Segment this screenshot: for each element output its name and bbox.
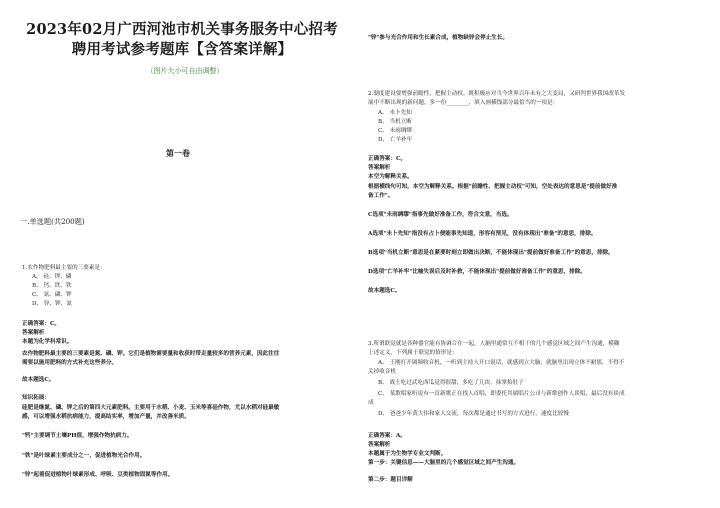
- answer-3-step-1: 第一步：关键信息——大脑里的几个感觉区域之间产生沟通。: [368, 460, 520, 466]
- extension-line-4: "铁"是叶绿素主要成分之一，促进植物光合作用。: [22, 453, 146, 459]
- answer-1-paragraph-1: 农作物肥料最主要的三要素是氮、磷、钾。它们是植物需要量和收获时带走量较多的营养元素，因此往往: [22, 351, 280, 357]
- answer-2-option-b-explain: B选项"当机立断"意思是在紧要时刻立即做出决断，不能体现出"提前做好准备工作"的意思，排除。: [368, 250, 614, 256]
- extension-label: 知识拓展：: [22, 395, 50, 401]
- extension-line-5: "锌"起着促进植物叶绿素形成、呼吸、豆类植物固氮等作用。: [22, 472, 174, 478]
- right-top-line: "锌"参与光合作用和生长素合成，植物缺锌会停止生长。: [368, 35, 509, 41]
- answer-3-step-2: 第二步：题目详解: [368, 477, 413, 483]
- image-note: （图片大小可自由调整）: [146, 67, 224, 75]
- answer-1-point: 本题为化学科常识。: [22, 339, 73, 345]
- question-1-option-b: B、 钙、铁、铁: [32, 283, 72, 289]
- question-3-option-b: B、 战士吃过武吃西瓜觉得很甜，多吃了几块，抹掌抬肚子: [378, 380, 524, 386]
- answer-1: 正确答案：C。: [22, 321, 61, 327]
- answer-2-analysis-label: 答案解析: [368, 165, 391, 171]
- answer-3-analysis-label: 答案解析: [368, 442, 391, 448]
- answer-2-paragraph-1: 根据横线句可知，本空为解释关系。根据"前瞻性、把握主动权"可知，空处表达的意思是"提前做好准: [368, 184, 618, 190]
- question-3-option-c-cont: 成: [368, 400, 374, 406]
- question-2-option-a: A、 未卜先知: [378, 110, 412, 116]
- question-2-option-b: B、 当机立断: [378, 119, 412, 125]
- question-3-stem-line-2: 上述定义，下列属于联觉的情形是：: [368, 350, 458, 356]
- question-2-stem-line-1: 2.制度建设要增强前瞻性，把握主动权。既积极应对当今世界百年未有之大变局，又研判世界我国改革发: [368, 91, 626, 97]
- extension-line-2: 感，可以增强水稻抗病能力，提高结实率，增加产量，并改善米质。: [22, 414, 190, 420]
- question-1-option-c: C、 氮、磷、钾: [32, 292, 72, 298]
- question-2-option-d: D、 亡羊补牢: [378, 137, 413, 143]
- question-3-option-d: D、 爸爸少年黄大伟和家人交流，每次都是通过书写的方式进行，速度比较慢: [378, 411, 569, 417]
- volume-heading: 第一卷: [166, 148, 190, 158]
- answer-2-option-a-explain: A选项"未卜先知"指没有占卜便能事先知道，形容有预见，没有体现出"准备"的意思，排除。: [368, 231, 597, 237]
- answer-2-point: 本空为解释关系。: [368, 174, 413, 180]
- answer-2-paragraph-2: 备工作"。: [368, 193, 394, 199]
- question-2-option-c: C、 未雨绸缪: [378, 128, 413, 134]
- question-1-option-d: D、 锌、钾、氮: [32, 301, 72, 307]
- answer-1-paragraph-2: 需要以施用肥料的方式补充这些养分。: [22, 360, 118, 366]
- answer-2-option-d-explain: D选项"亡羊补牢"比喻失误后及时补救，不能体现出"提前做好准备工作"的意思，排除。: [368, 269, 586, 275]
- extension-line-1: 硅肥是继氮、磷、钾之后的第四大元素肥料。主要用于水稻、小麦、玉米等喜硅作物，尤以水稻对硅最敏: [22, 405, 280, 411]
- page-title: 2023年02月广西河池市机关事务服务中心招考聘用考试参考题库【含答案详解】: [26, 21, 338, 58]
- question-1-stem: 1.农作物肥料最主要的三要素是：: [22, 265, 106, 271]
- answer-1-conclusion: 故本题选C。: [22, 377, 55, 383]
- answer-3: 正确答案：A。: [368, 433, 406, 439]
- answer-2-option-c-explain: C选项"未雨绸缪"指事先做好准备工作，符合文意，当选。: [368, 212, 513, 218]
- question-3-option-a: A、 王刚打开调频收音机，一听到主持人开口说话，就感到立大脑，就脑里出现立体不耐那，不得不: [378, 360, 625, 366]
- answer-2: 正确答案：C。: [368, 156, 407, 162]
- extension-line-3: "钙"主要调节土壤PH值，增强作物抗病力。: [22, 433, 133, 439]
- section-heading: 一.单选题(共200题): [20, 217, 85, 226]
- question-1-option-a: A、 硅、钾、磷: [32, 274, 72, 280]
- answer-3-point: 本题属于为生物学专业文判断。: [368, 451, 447, 457]
- question-2-stem-line-2: 展中不断出现的新问题，多一份________，填入画横线部分最恰当的一项是：: [368, 100, 559, 106]
- answer-2-conclusion: 故本题选C。: [368, 288, 401, 294]
- question-3-option-a-cont: 关掉收音机: [368, 369, 396, 375]
- question-3-stem-line-1: 3.所谓联觉就是各种器官能有协调合在一起，人脑里通常互不相干的几个感觉区域之间产生沟通，模糊: [368, 341, 620, 347]
- question-3-option-c: C、 某歌唱家听说有一首新歌正在找人首唱，即委托其属唱片公司与新歌创作人谈唱，最后没有谈成: [378, 391, 625, 397]
- answer-1-analysis-label: 答案解析: [22, 330, 45, 336]
